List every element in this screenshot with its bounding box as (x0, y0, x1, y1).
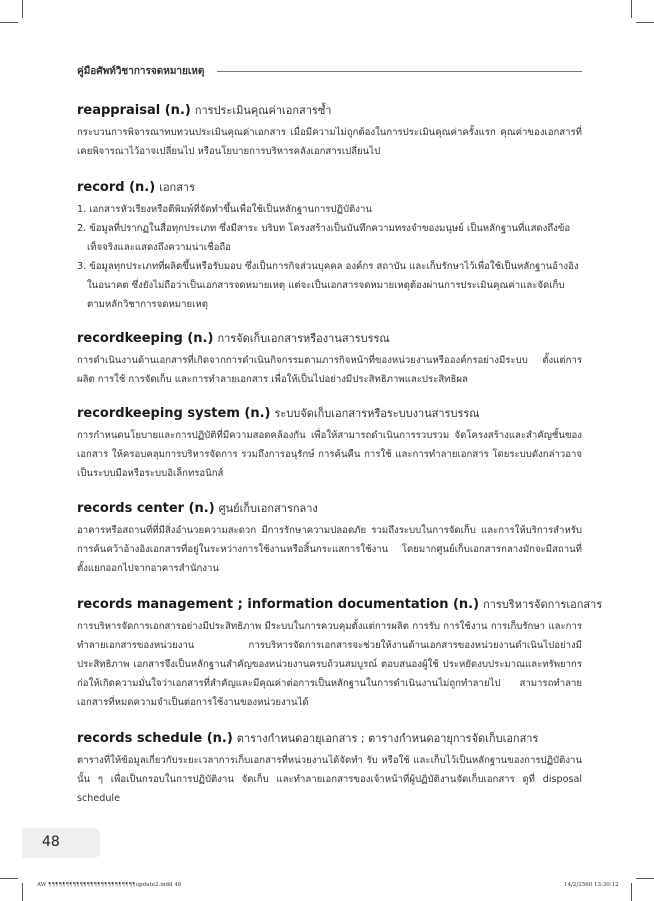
entry-translation: การบริหารจัดการเอกสาร (483, 598, 603, 611)
entry-definition: การกำหนดนโยบายและการปฏิบัติที่มีความสอดคล้องกัน เพื่อให้สามารถดำเนินการรวบรวม จัดโครงสร้างและสำคัญชั้นของเอกสาร ให้ครอบคลุมการบริหารจัดการ รวมถึงการอนุรักษ์ การค้นคืน การใช้ และการทำลายเอกสาร โดยระบบดังกล่าวอาจเป็นระบบมือหรือระบบอิเล็กทรอนิกส์ (77, 430, 582, 479)
crop-mark (22, 0, 23, 18)
entry-definition: อาคารหรือสถานที่ที่มีสิ่งอำนวยความสะดวก มีการรักษาความปลอดภัย รวมถึงระบบในการจัดเก็บ และการให้บริการสำหรับการค้นคว้าอ้างอิงเอกสารที่อยู่ในระหว่างการใช้งานหรือสิ้นกระแสการใช้งาน โดยมากศูนย์เก็บเอกสารกลางมักจะมีสถานที่ตั้งแยกออกไปจากอาคารสำนักงาน (77, 525, 582, 574)
definition-list (77, 200, 582, 314)
crop-mark (631, 0, 632, 18)
entry-heading (77, 102, 582, 119)
crop-mark (0, 22, 18, 23)
entry-heading (77, 730, 582, 747)
glossary-entry-reappraisal (77, 102, 582, 161)
entry-definition: กระบวนการพิจารณาทบทวนประเมินคุณค่าเอกสาร เมื่อมีความไม่ถูกต้องในการประเมินคุณค่าครั้งแรก คุณค่าของเอกสารที่เคยพิจารณาไว้อาจเปลี่ยนไป หรือนโยบายการบริหารคลังเอกสารเปลี่ยนไป (77, 127, 582, 157)
glossary-entry-records-management (77, 596, 603, 712)
entry-term: records center (n.) (77, 501, 215, 516)
glossary-entry-record (77, 179, 582, 314)
entry-translation: การจัดเก็บเอกสารหรืองานสารบรรณ (217, 332, 390, 345)
entry-term: recordkeeping system (n.) (77, 406, 271, 421)
entry-term: records management ; information documentation (n.) (77, 597, 480, 612)
entry-heading (77, 179, 582, 196)
print-slug-file: AW ¶¶¶¶¶¶¶¶¶¶¶¶¶¶¶¶¶¶¶¶¶¶¶¶¶update2.indd 48 (37, 882, 182, 888)
entry-definition: ตารางที่ให้ข้อมูลเกี่ยวกับระยะเวลาการเก็บเอกสารที่หน่วยงานได้จัดทำ รับ หรือใช้ และเก็บไว้เป็นหลักฐานของการปฏิบัติงานนั้น ๆ เพื่อเป็นกรอบในการปฏิบัติงาน จัดเก็บ และทำลายเอกสารของเจ้าหน้าที่ผู้ปฏิบัติงานจัดเก็บเอกสาร ดูที่ disposal schedule (77, 755, 582, 804)
entry-translation: ตารางกำหนดอายุเอกสาร ; ตารางกำหนดอายุการจัดเก็บเอกสาร (236, 732, 539, 745)
definition-item: 2. ข้อมูลที่ปรากฏในสื่อทุกประเภท ซึ่งมีสาระ บริบท โครงสร้างเป็นบันทึกความทรงจำของมนุษย์ เป็นหลักฐานที่แสดงถึงข้อเท็จจริงและแสดงถึงความน่าเชื่อถือ (77, 223, 571, 253)
print-slug-timestamp: 14/2/2560 13:30:12 (564, 882, 619, 888)
crop-mark (636, 878, 654, 879)
glossary-entry-records-center (77, 500, 582, 578)
entry-term: recordkeeping (n.) (77, 331, 214, 346)
entry-definition: การบริหารจัดการเอกสารอย่างมีประสิทธิภาพ มีระบบในการควบคุมตั้งแต่การผลิต การรับ การใช้งาน การเก็บรักษา และการทำลายเอกสารของหน่วยงาน การบริหารจัดการเอกสารจะช่วยให้งานด้านเอกสารของหน่วยงานดำเนินไปอย่างมีประสิทธิภาพ เอกสารจึงเป็นหลักฐานสำคัญของหน่วยงานครบถ้วนสมบูรณ์ ตอบสนองผู้ใช้ ประหยัดงบประมาณและทรัพยากร ก่อให้เกิดความมั่นใจว่าเอกสารที่สำคัญและมีคุณค่าต่อการเป็นหลักฐานในการดำเนินงานไม่ถูกทำลายไป สามารถทำลายเอกสารที่หมดความจำเป็นต่อการใช้งานของหน่วยงานได้ (77, 621, 582, 708)
entry-heading (77, 405, 582, 422)
definition-item: 3. ข้อมูลทุกประเภทที่ผลิตขึ้นหรือรับมอบ ซึ่งเป็นการกิจส่วนบุคคล องค์กร สถาบัน และเก็บรักษาไว้เพื่อใช้เป็นหลักฐานอ้างอิงในอนาคต ซึ่งยังไม่ถือว่าเป็นเอกสารจดหมายเหตุ แต่จะเป็นเอกสารจดหมายเหตุต้องผ่านการประเมินคุณค่าและจัดเก็บตามหลักวิชาการจดหมายเหตุ (77, 261, 579, 310)
entry-definition: การดำเนินงานด้านเอกสารที่เกิดจากการดำเนินกิจกรรมตามภารกิจหน้าที่ของหน่วยงานหรือองค์กรอย่างมีระบบ ตั้งแต่การผลิต การใช้ การจัดเก็บ และการทำลายเอกสาร เพื่อให้เป็นไปอย่างมีประสิทธิภาพและประสิทธิผล (77, 355, 582, 385)
crop-mark (631, 883, 632, 901)
crop-mark (636, 22, 654, 23)
entry-heading (77, 500, 582, 517)
entry-translation: เอกสาร (159, 181, 196, 194)
entry-translation: การประเมินคุณค่าเอกสารซ้ำ (194, 104, 332, 117)
page-number: 48 (42, 834, 60, 850)
crop-mark (22, 883, 23, 901)
entry-term: records schedule (n.) (77, 731, 233, 746)
entry-term: record (n.) (77, 180, 156, 195)
glossary-entry-recordkeeping (77, 330, 582, 389)
page-number-tab (22, 828, 100, 858)
entry-term: reappraisal (n.) (77, 103, 191, 118)
entry-translation: ระบบจัดเก็บเอกสารหรือระบบงานสารบรรณ (274, 407, 480, 420)
glossary-entry-recordkeeping-system (77, 405, 582, 483)
crop-mark (0, 878, 18, 879)
running-header (77, 64, 582, 80)
running-header-title: คู่มือศัพท์วิชาการจดหมายเหตุ (77, 66, 205, 77)
entry-translation: ศูนย์เก็บเอกสารกลาง (218, 502, 318, 515)
entry-heading (77, 330, 582, 347)
definition-item: 1. เอกสารหัวเรียงหรือตีพิมพ์ที่จัดทำขึ้นเพื่อใช้เป็นหลักฐานการปฏิบัติงาน (77, 204, 372, 215)
header-rule (217, 71, 582, 72)
glossary-entry-records-schedule (77, 730, 582, 808)
entry-heading (77, 596, 603, 613)
